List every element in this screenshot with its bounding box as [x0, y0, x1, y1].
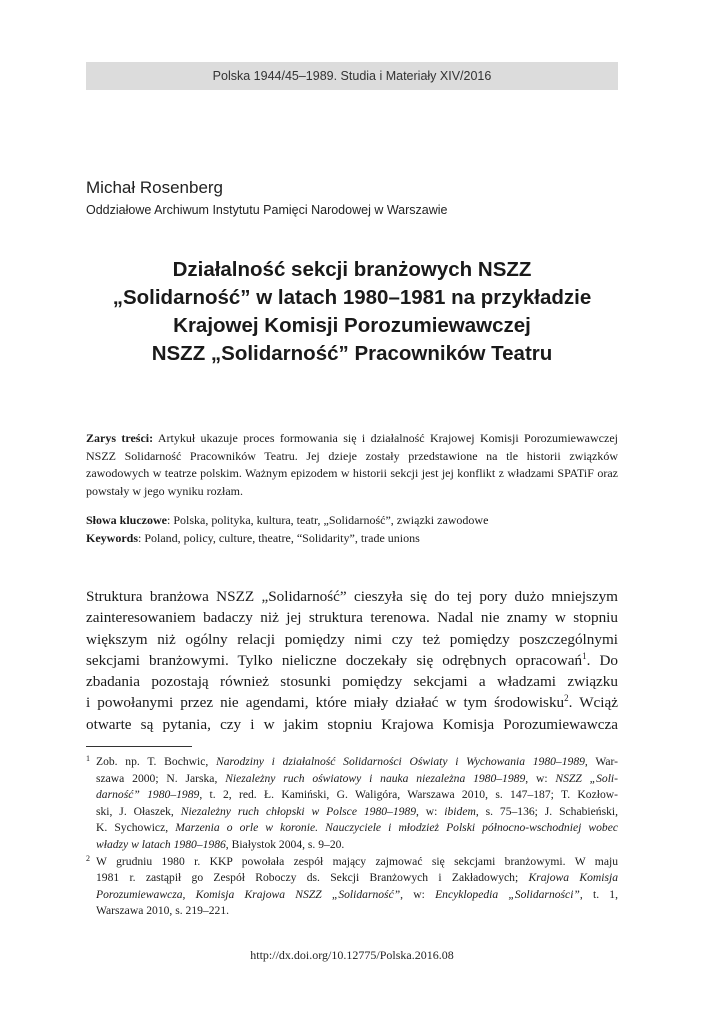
footnote-line: Warszawa 2010, s. 219–221.: [96, 904, 230, 918]
keywords-en: [86, 530, 618, 548]
footnote-line: władzy w latach 1980–1986, Białystok 2004, s. 9–20.: [96, 837, 345, 851]
footnote-line: Porozumiewawcza, Komisja Krajowa NSZZ „Solidarność”, w: Encyklopedia „Solidarności”, t. 1,: [96, 887, 618, 901]
footnote-ref-1[interactable]: 1: [582, 650, 587, 661]
footnote-line: Zob. np. T. Bochwic, Narodziny i działalność Solidarności Oświaty i Wychowania 1980–1989, War-: [96, 755, 618, 768]
keywords-block: [86, 512, 618, 547]
abstract-label: Zarys treści:: [86, 431, 154, 445]
body-text-span: i powołanymi przez nie agendami, które miały działać w tym środowisku: [86, 694, 565, 712]
footnote-1: [86, 754, 618, 854]
body-line: zbadania pozostają również stosunki pomiędzy sekcjami a władzami związku: [86, 673, 618, 691]
abstract-text: Artykuł ukazuje proces formowania się i działalność Krajowej Komisji Porozumiewawczej NSZZ Solidarność Pracowników Teatru. Jej dzieje zostały przedstawione na tle historii związków zawodowych w teatrze polskim. Ważnym epizodem w historii sekcji jest jej konflikt z władzami SPATiF oraz powstały w jego wyniku rozłam.: [86, 431, 618, 498]
body-text-span: . Wciąż: [568, 694, 618, 712]
keywords-pl-text: : Polska, polityka, kultura, teatr, „Solidarność”, związki zawodowe: [167, 513, 489, 527]
footnotes: [86, 754, 618, 920]
author-name: Michał Rosenberg: [86, 178, 224, 197]
footnote-number: 2: [86, 853, 90, 863]
journal-title: Polska 1944/45–1989. Studia i Materiały XIV/2016: [212, 69, 492, 83]
footnote-line: szawa 2000; N. Jarska, Niezależny ruch oświatowy i nauka niezależna 1980–1989, w: NSZZ „Soli-: [96, 771, 619, 785]
keywords-pl-label: Słowa kluczowe: [86, 513, 167, 527]
footnote-2: [86, 854, 618, 920]
doi-link[interactable]: http://dx.doi.org/10.12775/Polska.2016.08: [250, 948, 454, 962]
footnote-line: K. Sychowicz, Marzenia o orle w koronie. Nauczyciele i młodzież Polski północno-wschodniej wobec: [96, 821, 618, 835]
body-line: otwarte są pytania, czy i w jakim stopniu Krajowa Komisja Porozumiewawcza: [86, 715, 618, 733]
body-line: zainteresowaniem badaczy niż jej struktura terenowa. Nadal nie znamy w stopniu: [86, 609, 618, 627]
running-header: [86, 62, 618, 90]
footnote-line: W grudniu 1980 r. KKP powołała zespół mający zajmować się sekcjami branżowymi. W maju: [96, 854, 618, 868]
body-text-span: sekcjami branżowymi. Tylko nieliczne doczekały się odrębnych opracowań: [86, 651, 583, 669]
footnote-divider: [86, 746, 192, 747]
keywords-pl: [86, 512, 618, 530]
body-line: większym niż ogólny relacji pomiędzy nimi czy też pomiędzy poszczególnymi: [86, 630, 618, 648]
body-paragraph: [86, 586, 618, 735]
footnote-line: darność” 1980–1989, t. 2, red. Ł. Kamiński, G. Waligóra, Warszawa 2010, s. 147–187; T. Kozłow-: [96, 788, 618, 802]
article-title: [60, 256, 644, 368]
body-line: [86, 692, 618, 713]
body-line: Struktura branżowa NSZZ „Solidarność” cieszyła się do tej pory dużo mniejszym: [86, 588, 618, 605]
author-affiliation: Oddziałowe Archiwum Instytutu Pamięci Narodowej w Warszawie: [86, 203, 448, 217]
footnote-number: 1: [86, 754, 90, 763]
title-line-3: Krajowej Komisji Porozumiewawczej: [173, 314, 531, 337]
title-line-2: „Solidarność” w latach 1980–1981 na przykładzie: [112, 286, 592, 309]
footnote-ref-2[interactable]: 2: [564, 693, 569, 704]
keywords-en-text: : Poland, policy, culture, theatre, “Solidarity”, trade unions: [138, 530, 420, 545]
footnote-line: 1981 r. zastąpił go Zespół Roboczy ds. Sekcji Branżowych i Zakładowych; Krajowa Komisja: [96, 871, 618, 885]
keywords-en-label: Keywords: [86, 530, 138, 545]
title-line-1: Działalność sekcji branżowych NSZZ: [172, 258, 532, 281]
body-line: [86, 650, 618, 671]
body-text-span: . Do: [586, 651, 619, 669]
abstract: [86, 430, 618, 500]
title-line-4: NSZZ „Solidarność” Pracowników Teatru: [151, 342, 553, 365]
footnote-line: ski, J. Ołaszek, Niezależny ruch chłopski w Polsce 1980–1989, w: ibidem, s. 75–136; J. Schabieński,: [96, 804, 618, 818]
